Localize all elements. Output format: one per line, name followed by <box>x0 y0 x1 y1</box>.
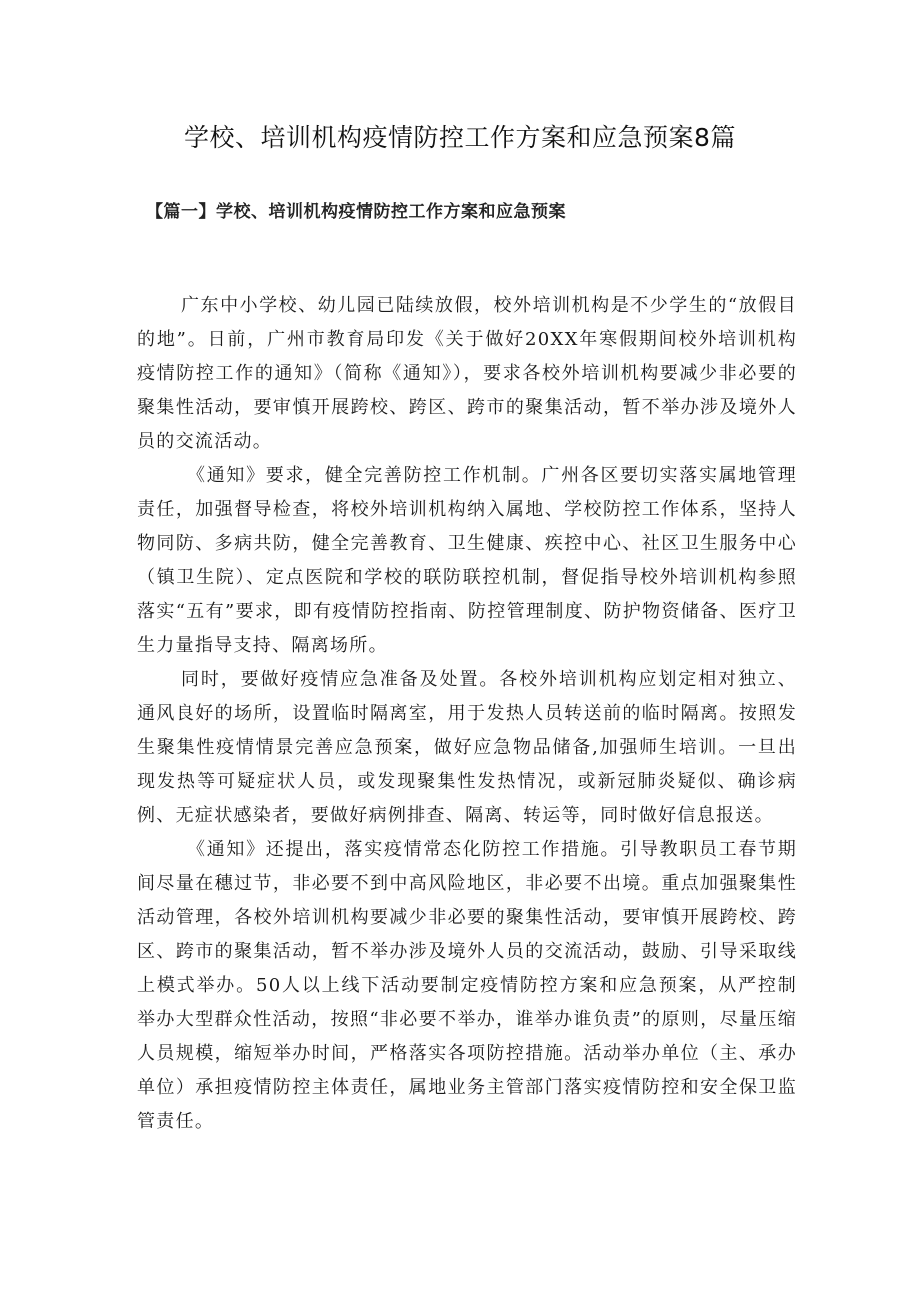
paragraph: 《通知》还提出，落实疫情常态化防控工作措施。引导教职员工春节期间尽量在穗过节，非必要不到中高风险地区，非必要不出境。重点加强聚集性活动管理，各校外培训机构要减少非必要的聚集性活动，要审慎开展跨校、跨区、跨市的聚集活动，暂不举办涉及境外人员的交流活动，鼓励、引导采取线上模式举办。50人以上线下活动要制定疫情防控方案和应急预案，从严控制举办大型群众性活动，按照“非必要不举办，谁举办谁负责”的原则，尽量压缩人员规模，缩短举办时间，严格落实各项防控措施。活动举办单位（主、承办单位）承担疫情防控主体责任，属地业务主管部门落实疫情防控和安全保卫监管责任。 <box>137 839 797 1132</box>
paragraph: 同时，要做好疫情应急准备及处置。各校外培训机构应划定相对独立、通风良好的场所，设置临时隔离室，用于发热人员转送前的临时隔离。按照发生聚集性疫情情景完善应急预案，做好应急物品储备,加强师生培训。一旦出现发热等可疑症状人员，或发现聚集性发热情况，或新冠肺炎疑似、确诊病例、无症状感染者，要做好病例排查、隔离、转运等，同时做好信息报送。 <box>137 669 797 826</box>
section-heading: 【篇一】学校、培训机构疫情防控工作方案和应急预案 <box>146 202 566 222</box>
document-title: 学校、培训机构疫情防控工作方案和应急预案8篇 <box>184 123 736 152</box>
paragraph: 广东中小学校、幼儿园已陆续放假，校外培训机构是不少学生的“放假目的地”。日前，广州市教育局印发《关于做好20XX年寒假期间校外培训机构疫情防控工作的通知》（简称《通知》），要求各校外培训机构要减少非必要的聚集性活动，要审慎开展跨校、跨区、跨市的聚集活动，暂不举办涉及境外人员的交流活动。 <box>137 295 797 452</box>
paragraph: 《通知》要求，健全完善防控工作机制。广州各区要切实落实属地管理责任，加强督导检查，将校外培训机构纳入属地、学校防控工作体系，坚持人物同防、多病共防，健全完善教育、卫生健康、疾控中心、社区卫生服务中心（镇卫生院）、定点医院和学校的联防联控机制，督促指导校外培训机构参照落实“五有”要求，即有疫情防控指南、防控管理制度、防护物资储备、医疗卫生力量指导支持、隔离场所。 <box>137 465 797 656</box>
document-body <box>137 289 797 1139</box>
